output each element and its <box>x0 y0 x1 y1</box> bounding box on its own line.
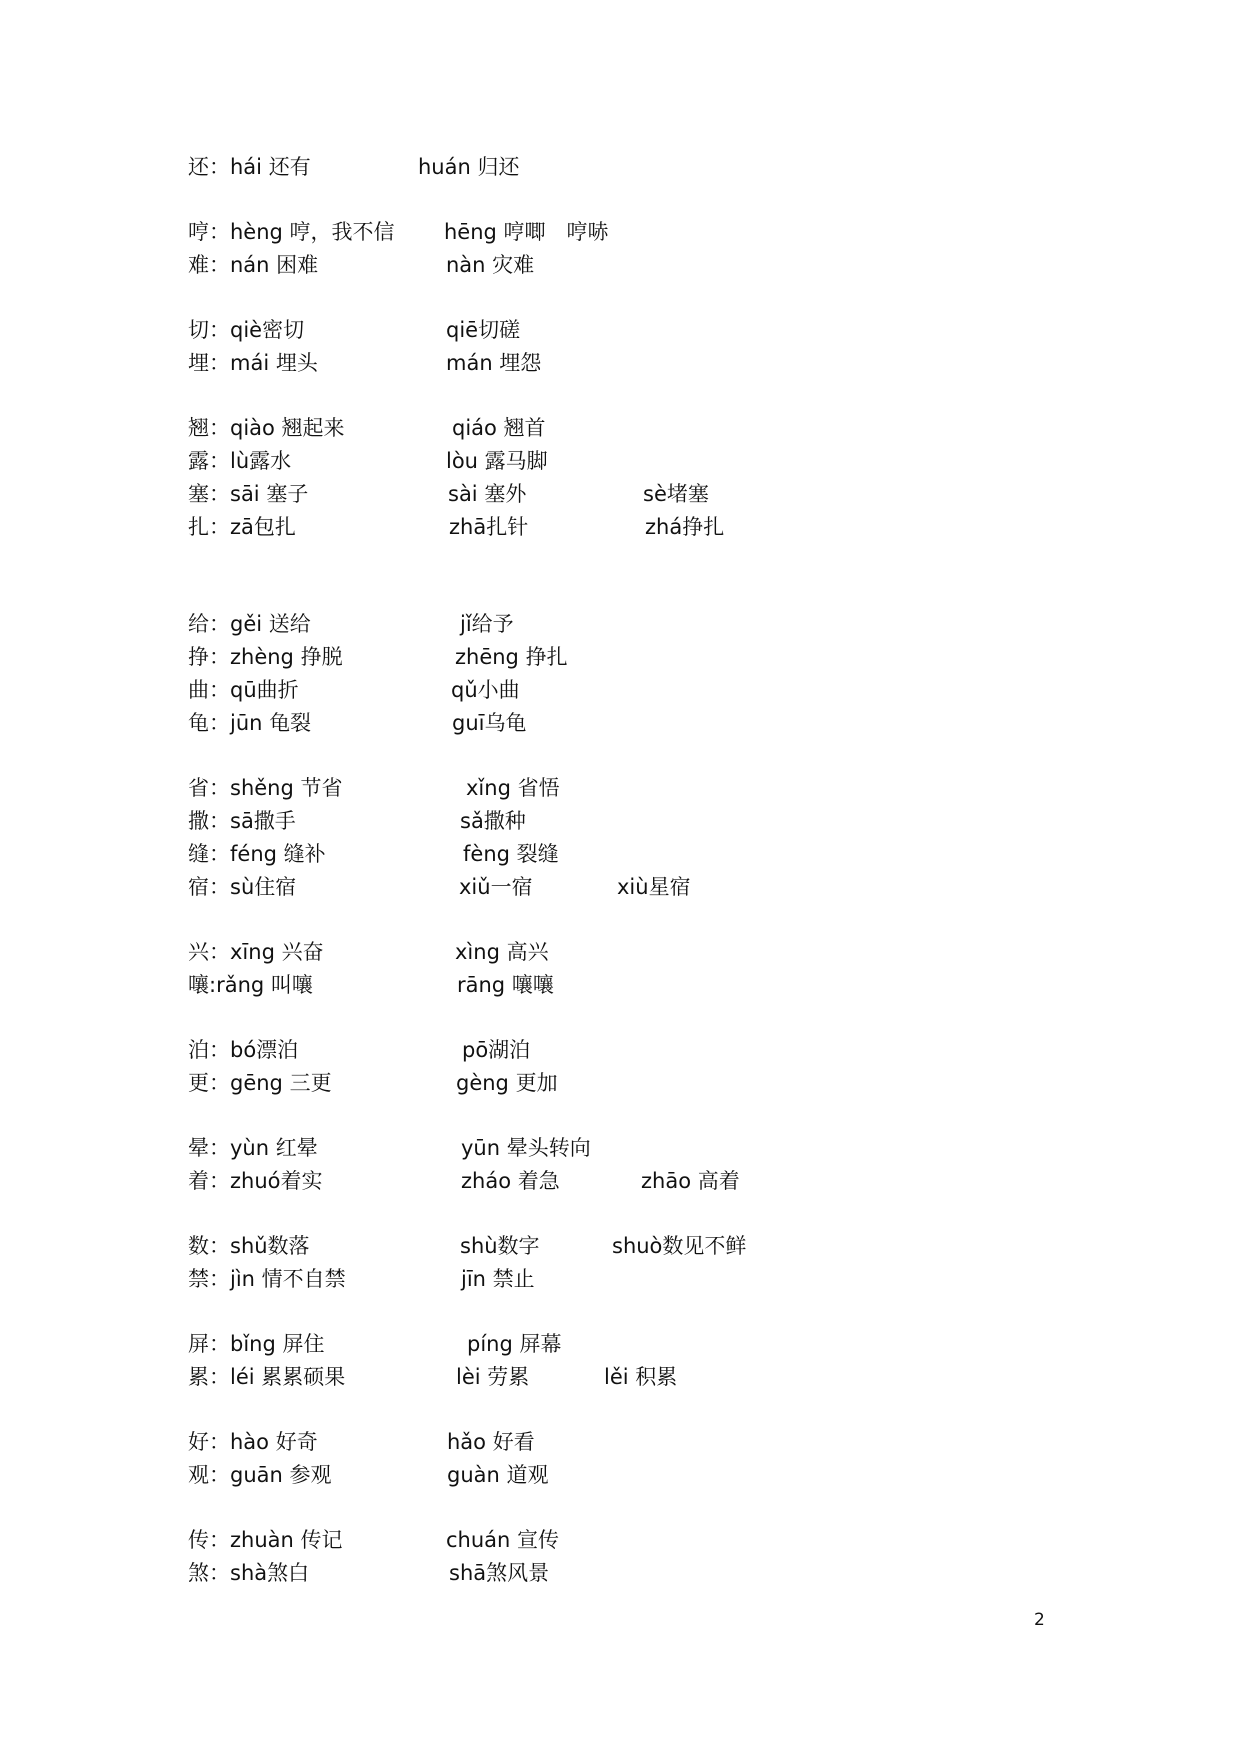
entry-row-jin <box>0 1262 1241 1296</box>
entry-secondary: lèi 劳累 <box>456 1365 530 1389</box>
entry-primary: 还：hái 还有 <box>188 155 311 179</box>
entry-secondary: zháo 着急 <box>461 1169 560 1193</box>
entry-row-guan <box>0 1458 1241 1492</box>
entry-row-qie <box>0 313 1241 347</box>
entry-secondary: nàn 灾难 <box>446 253 535 277</box>
entry-primary: 切：qiè密切 <box>188 318 305 342</box>
entry-row-lei <box>0 1360 1241 1394</box>
entry-row-sa <box>0 804 1241 838</box>
entry-primary: 数：shǔ数落 <box>188 1234 310 1258</box>
entry-secondary: yūn 晕头转向 <box>461 1136 591 1160</box>
entry-primary: 扎：zā包扎 <box>188 515 296 539</box>
entry-primary: 传：zhuàn 传记 <box>188 1528 343 1552</box>
entry-primary: 哼：hèng 哼，我不信 <box>188 220 395 244</box>
entry-primary: 曲：qū曲折 <box>188 678 299 702</box>
entry-primary: 埋：mái 埋头 <box>188 351 318 375</box>
entry-secondary: shù数字 <box>460 1234 540 1258</box>
entry-primary: 好：hào 好奇 <box>188 1430 318 1454</box>
entry-row-bing <box>0 1327 1241 1361</box>
entry-tertiary: sè堵塞 <box>643 482 709 506</box>
entry-row-za <box>0 510 1241 544</box>
entry-secondary: chuán 宣传 <box>446 1528 560 1552</box>
page-number: 2 <box>1034 1610 1045 1630</box>
entry-tertiary: zhá挣扎 <box>645 515 725 539</box>
entry-secondary: gèng 更加 <box>456 1071 558 1095</box>
entry-row-zheng <box>0 640 1241 674</box>
entry-row-su <box>0 870 1241 904</box>
entry-row-mai <box>0 346 1241 380</box>
entry-primary: 难：nán 困难 <box>188 253 319 277</box>
entry-row-jun <box>0 706 1241 740</box>
entry-primary: 宿：sù住宿 <box>188 875 297 899</box>
entry-secondary: shā煞风景 <box>449 1561 550 1585</box>
entry-secondary: jǐ给予 <box>460 612 514 636</box>
entry-primary: 龟：jūn 龟裂 <box>188 711 312 735</box>
entry-primary: 撒：sā撒手 <box>188 809 296 833</box>
entry-secondary: jīn 禁止 <box>461 1267 535 1291</box>
entry-tertiary: zhāo 高着 <box>641 1169 740 1193</box>
entry-primary: 露：lù露水 <box>188 449 292 473</box>
entry-primary: 兴：xīng 兴奋 <box>188 940 324 964</box>
entry-secondary: hēng 哼唧 哼哧 <box>444 220 609 244</box>
entry-primary: 省：shěng 节省 <box>188 776 343 800</box>
entry-secondary: pō湖泊 <box>462 1038 531 1062</box>
entry-primary: 更：gēng 三更 <box>188 1071 332 1095</box>
entry-primary: 禁：jìn 情不自禁 <box>188 1267 346 1291</box>
entry-primary: 晕：yùn 红晕 <box>188 1136 318 1160</box>
entry-secondary: guī乌龟 <box>452 711 527 735</box>
entry-secondary: huán 归还 <box>418 155 520 179</box>
entry-secondary: píng 屏幕 <box>467 1332 562 1356</box>
entry-secondary: rāng 嚷嚷 <box>457 973 554 997</box>
entry-tertiary: lěi 积累 <box>604 1365 678 1389</box>
entry-primary: 翘：qiào 翘起来 <box>188 416 345 440</box>
entry-primary: 屏：bǐng 屏住 <box>188 1332 325 1356</box>
entry-secondary: zhēng 挣扎 <box>455 645 568 669</box>
entry-row-shu <box>0 1229 1241 1263</box>
entry-secondary: zhā扎针 <box>449 515 529 539</box>
entry-primary: 累：léi 累累硕果 <box>188 1365 346 1389</box>
entry-row-hao <box>0 1425 1241 1459</box>
entry-row-rang <box>0 968 1241 1002</box>
entry-row-nan <box>0 248 1241 282</box>
entry-row-geng <box>0 1066 1241 1100</box>
entry-row-sai <box>0 477 1241 511</box>
entry-primary: 泊：bó漂泊 <box>188 1038 299 1062</box>
entry-row-xing <box>0 935 1241 969</box>
entry-row-qiao <box>0 411 1241 445</box>
entry-primary: 塞：sāi 塞子 <box>188 482 309 506</box>
entry-row-gei <box>0 607 1241 641</box>
entry-row-yun <box>0 1131 1241 1165</box>
entry-secondary: fèng 裂缝 <box>463 842 559 866</box>
entry-secondary: qiáo 翘首 <box>452 416 546 440</box>
entry-secondary: sǎ撒种 <box>460 809 526 833</box>
entry-row-zhuan <box>0 1523 1241 1557</box>
entry-row-zhuo <box>0 1164 1241 1198</box>
entry-secondary: guàn 道观 <box>447 1463 549 1487</box>
entry-primary: 挣：zhèng 挣脱 <box>188 645 343 669</box>
entry-secondary: xǐng 省悟 <box>466 776 560 800</box>
entry-tertiary: xiù星宿 <box>617 875 691 899</box>
entry-row-bo <box>0 1033 1241 1067</box>
entry-row-sha <box>0 1556 1241 1590</box>
entry-secondary: mán 埋怨 <box>446 351 542 375</box>
entry-secondary: qiē切磋 <box>446 318 521 342</box>
entry-tertiary: shuò数见不鲜 <box>612 1234 747 1258</box>
entry-secondary: sài 塞外 <box>448 482 527 506</box>
entry-secondary: xìng 高兴 <box>455 940 549 964</box>
entry-row-lu <box>0 444 1241 478</box>
entry-primary: 缝：féng 缝补 <box>188 842 326 866</box>
entry-primary: 观：guān 参观 <box>188 1463 332 1487</box>
entry-primary: 煞：shà煞白 <box>188 1561 310 1585</box>
entry-primary: 着：zhuó着实 <box>188 1169 323 1193</box>
entry-secondary: hǎo 好看 <box>447 1430 535 1454</box>
entry-row-feng <box>0 837 1241 871</box>
entry-primary: 嚷:rǎng 叫嚷 <box>188 973 313 997</box>
entry-row-heng <box>0 215 1241 249</box>
entry-row-qu <box>0 673 1241 707</box>
entry-secondary: xiǔ一宿 <box>459 875 533 899</box>
entry-row-hai <box>0 150 1241 184</box>
entry-secondary: qǔ小曲 <box>451 678 520 702</box>
entry-row-sheng <box>0 771 1241 805</box>
entry-secondary: lòu 露马脚 <box>446 449 548 473</box>
entry-primary: 给：gěi 送给 <box>188 612 311 636</box>
